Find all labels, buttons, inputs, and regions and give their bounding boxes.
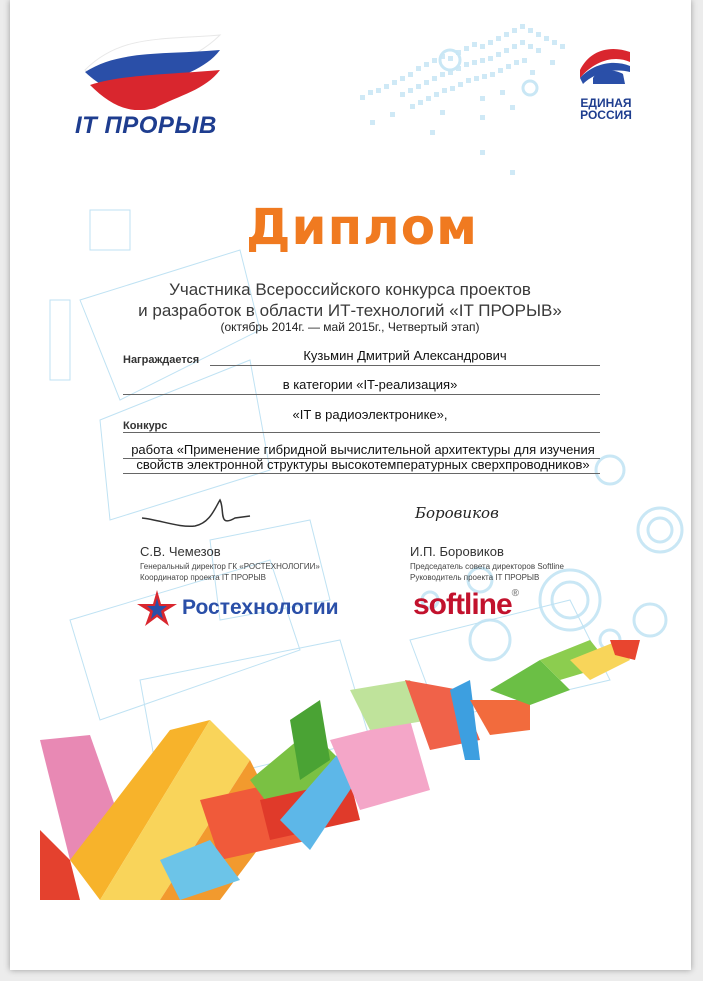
edinaya-rossiya-bear-icon [575, 40, 635, 85]
category-value: в категории «IT-реализация» [282, 377, 458, 392]
work-underline-2 [123, 473, 600, 474]
work-line2: свойств электронной структуры высокотемпературных сверхпроводников» [136, 457, 590, 472]
contest-value: «IT в радиоэлектронике», [292, 407, 448, 422]
softline-logo [413, 588, 518, 622]
left-signer-role2: Координатор проекта IT ПРОРЫВ [140, 573, 266, 582]
subtitle-line2: и разработок в области ИТ-технологий «IT ПРОРЫВ» [138, 301, 562, 320]
awarded-underline [210, 365, 600, 366]
awarded-name: Кузьмин Дмитрий Александрович [303, 348, 507, 363]
right-signer-role1: Председатель совета директоров Softline [410, 562, 565, 571]
softline-registered-mark: ® [511, 588, 519, 599]
left-signer-name: С.В. Чемезов [140, 544, 221, 559]
contest-label: Конкурс [123, 420, 168, 432]
left-signer-roles [140, 561, 320, 583]
rostec-logo-text: Ростехнологии [182, 596, 339, 619]
right-signer-role2: Руководитель проекта IT ПРОРЫВ [410, 573, 540, 582]
diploma-page [10, 0, 691, 970]
rostec-star-icon [135, 588, 180, 628]
right-signature: Боровиков [415, 504, 499, 522]
edinaya-rossiya-line2: РОССИЯ [580, 108, 632, 122]
it-proryv-logo-text: IT ПРОРЫВ [75, 112, 217, 139]
background-decoration [10, 0, 691, 970]
it-proryv-flag-icon [80, 30, 230, 110]
softline-logo-text: softline [413, 588, 512, 621]
edinaya-rossiya-line1: ЕДИНАЯ [580, 96, 632, 110]
diploma-title: Диплом [246, 198, 478, 256]
colorful-blocks [40, 640, 640, 900]
right-signer-name: И.П. Боровиков [410, 544, 504, 559]
category-underline [123, 394, 600, 395]
left-signer-role1: Генеральный директор ГК «РОСТЕХНОЛОГИИ» [140, 562, 320, 571]
contest-period: (октябрь 2014г. — май 2015г., Четвертый этап) [220, 320, 480, 334]
russia-dot-map [360, 24, 565, 175]
subtitle-line1: Участника Всероссийского конкурса проектов [169, 280, 531, 299]
contest-underline [123, 432, 600, 433]
right-signer-roles [410, 561, 564, 583]
work-line1: работа «Применение гибридной вычислительной архитектуры для изучения [131, 442, 595, 457]
awarded-label: Награждается [123, 354, 200, 366]
left-signature-icon [140, 488, 260, 538]
edinaya-rossiya-logo [577, 97, 635, 121]
